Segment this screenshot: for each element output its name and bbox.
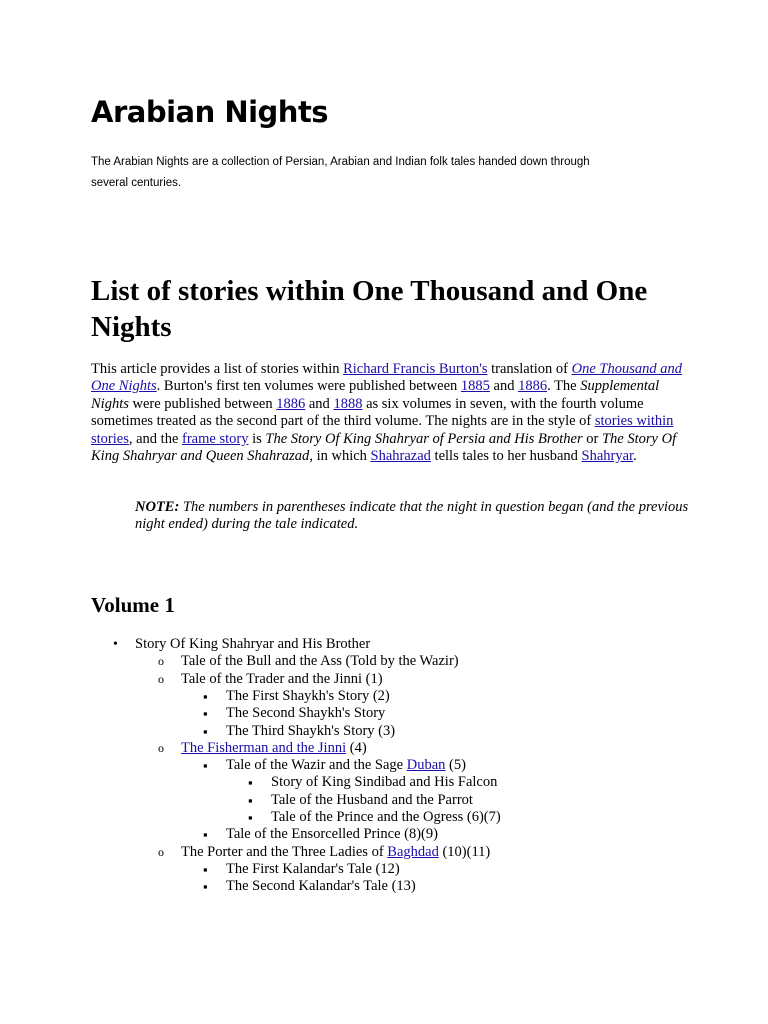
body-text: is xyxy=(248,430,266,447)
story-link[interactable]: Baghdad xyxy=(387,843,439,860)
list-item-label: The Porter and the Three Ladies of xyxy=(181,843,388,860)
list-item-label: (10)(11) xyxy=(438,843,491,860)
body-text: . The xyxy=(547,378,581,395)
body-text: were published between xyxy=(128,395,277,412)
list-item-label: The First Shaykh's Story (2) xyxy=(226,687,390,704)
list-item-label: Tale of the Husband and the Parrot xyxy=(271,791,473,808)
list-item-label: Tale of the Trader and the Jinni (1) xyxy=(181,670,383,687)
list-item-label: The Second Shaykh's Story xyxy=(226,705,386,722)
list-item-text xyxy=(226,878,416,895)
list-bullet-icon xyxy=(248,809,253,828)
body-text: and xyxy=(305,395,334,412)
body-text: This article provides a list of stories within xyxy=(91,361,344,377)
link-richard-francis-burton[interactable]: Richard Francis Burton's xyxy=(343,361,488,377)
list-bullet-icon xyxy=(203,705,208,724)
list-item-label: (5) xyxy=(445,757,466,774)
list-item-label: The Third Shaykh's Story (3) xyxy=(226,722,396,739)
article-paragraph xyxy=(91,361,691,465)
note-text: The numbers in parentheses indicate that the night in question began (and the previous night ended) during the tale indicated. xyxy=(135,499,689,533)
list-bullet-icon xyxy=(203,688,208,707)
list-item-text xyxy=(226,757,466,774)
list-bullet-icon xyxy=(203,757,208,776)
page-title: Arabian Nights xyxy=(91,95,329,129)
list-bullet-icon xyxy=(158,653,164,671)
list-bullet-icon xyxy=(158,740,164,758)
body-text: , and the xyxy=(128,430,183,447)
body-text: or xyxy=(582,430,602,447)
body-text: translation of xyxy=(487,361,572,377)
story-link[interactable]: Duban xyxy=(406,757,446,774)
list-bullet-icon xyxy=(203,826,208,845)
list-item-text xyxy=(271,809,501,826)
list-item-text xyxy=(226,723,395,740)
list-bullet-icon xyxy=(158,844,164,862)
intro-line-2: several centuries. xyxy=(91,177,182,189)
list-bullet-icon xyxy=(158,671,164,689)
list-item-text xyxy=(271,792,473,809)
link-1886[interactable]: 1886 xyxy=(518,378,548,395)
list-item-label: Tale of the Bull and the Ass (Told by the Wazir) xyxy=(181,653,459,670)
list-item-label: Tale of the Prince and the Ogress (6)(7) xyxy=(271,809,501,825)
list-item-label: (4) xyxy=(346,739,367,756)
list-item-text xyxy=(181,671,383,688)
list-item-text xyxy=(181,653,459,670)
section-heading: List of stories within One Thousand and One Nights xyxy=(91,275,648,343)
list-item-text xyxy=(226,826,438,843)
list-bullet-icon xyxy=(203,861,208,880)
list-bullet-icon xyxy=(203,723,208,742)
intro-paragraph xyxy=(91,152,691,194)
story-title-shahrazad: The Story Of King Shahryar and Queen Shahrazad xyxy=(91,430,677,465)
list-item-text xyxy=(226,705,385,722)
body-text: as six volumes in seven, with the fourth volume sometimes treated as the second part of the third volume. The nights are in the style of xyxy=(91,395,644,430)
intro-line-1: The Arabian Nights are a collection of Persian, Arabian and Indian folk tales handed down through xyxy=(91,156,590,168)
story-link[interactable]: The Fisherman and the Jinni xyxy=(181,739,347,756)
list-bullet-icon xyxy=(203,878,208,897)
link-1888[interactable]: 1888 xyxy=(333,395,363,412)
body-text: . Burton's first ten volumes were published between xyxy=(156,378,461,395)
link-1885[interactable]: 1885 xyxy=(460,378,490,395)
list-item-text xyxy=(181,844,490,861)
volume-heading: Volume 1 xyxy=(91,593,175,617)
list-bullet-icon xyxy=(248,792,253,811)
list-item-text xyxy=(271,774,497,791)
list-bullet-icon xyxy=(248,774,253,793)
list-item-text xyxy=(226,688,390,705)
supplemental-nights-title: Supplemental Nights xyxy=(91,378,660,412)
list-item-label: Story of King Sindibad and His Falcon xyxy=(271,774,498,791)
body-text: . xyxy=(633,448,637,465)
body-text: and xyxy=(489,378,519,395)
list-item-text xyxy=(181,740,367,757)
link-shahryar[interactable]: Shahryar xyxy=(581,448,634,465)
body-text: tells tales to her husband xyxy=(430,448,582,465)
link-shahrazad[interactable]: Shahrazad xyxy=(370,448,431,465)
list-item-label: Tale of the Ensorcelled Prince (8)(9) xyxy=(226,826,438,843)
list-item-text xyxy=(135,636,370,653)
list-item-label: Tale of the Wazir and the Sage xyxy=(226,757,407,774)
list-item-label: The First Kalandar's Tale (12) xyxy=(226,860,400,877)
link-one-thousand-and-one-nights[interactable]: One Thousand and One Nights xyxy=(91,361,683,395)
note-paragraph xyxy=(135,499,695,534)
story-title-persia: The Story Of King Shahryar of Persia and His Brother xyxy=(265,430,583,447)
link-stories-within-stories[interactable]: stories within stories xyxy=(91,413,674,447)
list-item-label: The Second Kalandar's Tale (13) xyxy=(226,878,416,895)
link-1886-second[interactable]: 1886 xyxy=(276,395,306,412)
body-text: , in which xyxy=(309,448,371,465)
list-item-text xyxy=(226,861,400,878)
list-item-label: Story Of King Shahryar and His Brother xyxy=(135,636,371,652)
note-label: NOTE: xyxy=(135,499,180,515)
link-frame-story[interactable]: frame story xyxy=(182,430,249,447)
list-bullet-icon xyxy=(113,636,118,654)
